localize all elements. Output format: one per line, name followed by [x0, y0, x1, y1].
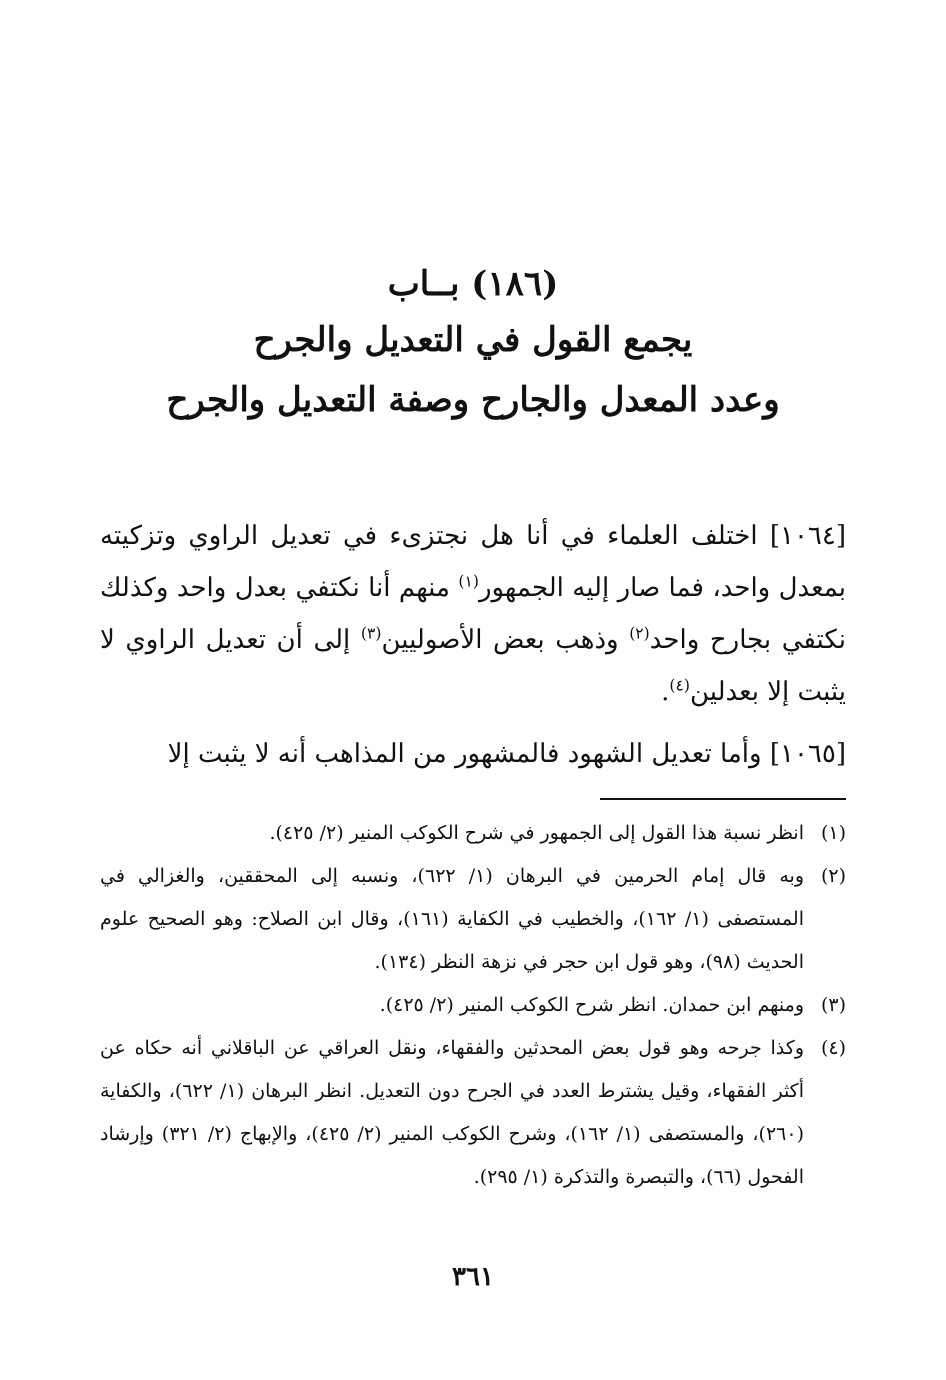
- footnote-number: (٤): [820, 1037, 846, 1059]
- footnote-ref-4: (٤): [669, 676, 690, 695]
- footnote-1: [100, 812, 846, 855]
- paragraph-text: .: [661, 677, 670, 707]
- paragraph-text: إلى أن تعديل الراوي لا يثبت إلا بعدلين: [100, 625, 846, 707]
- paragraph-1065: [١٠٦٥] وأما تعديل الشهود فالمشهور من المذاهب أنه لا يثبت إلا: [167, 739, 846, 769]
- footnote-2: [100, 855, 846, 984]
- footnote-text: ومنهم ابن حمدان. انظر شرح الكوكب المنير (٢/ ٤٢٥).: [379, 994, 804, 1016]
- main-text: [100, 510, 846, 790]
- chapter-title-line-1: يجمع القول في التعديل والجرح: [253, 320, 693, 360]
- page-number: ٣٦١: [452, 1262, 494, 1292]
- paragraph-text: [١٠٦٤] اختلف العلماء في أنا هل نجتزىء في تعديل الراوي وتزكيته بمعدل واحد، فما صار إليه الجمهور: [100, 521, 846, 603]
- footnote-number: (٢): [820, 865, 846, 887]
- footnote-3: [100, 984, 846, 1027]
- chapter-heading: [100, 258, 846, 430]
- footnotes: [100, 812, 846, 1199]
- footnote-number: (٣): [820, 994, 846, 1016]
- chapter-title-line-2: وعدد المعدل والجارح وصفة التعديل والجرح: [166, 380, 780, 420]
- footnote-text: وبه قال إمام الحرمين في البرهان (١/ ٦٢٢)، ونسبه إلى المحققين، والغزالي في المستصفى (١/ ١٦٢)، والخطيب في الكفاية (١٦١)، وقال ابن الصلاح: وهو الصحيح علوم الحديث (٩٨)، وهو قول ابن حجر في نزهة النظر (١٣٤).: [100, 865, 804, 973]
- footnote-number: (١): [820, 822, 846, 844]
- footnote-4: [100, 1027, 846, 1199]
- footnote-text: وكذا جرحه وهو قول بعض المحدثين والفقهاء، ونقل العراقي عن الباقلاني أنه حكاه عن أكثر الفقهاء، وقيل يشترط العدد في الجرح دون التعديل. انظر البرهان (١/ ٦٢٢)، والكفاية (٢٦٠)، والمستصفى (١/ ١٦٢)، وشرح الكوكب المنير (٢/ ٤٢٥)، والإبهاج (٢/ ٣٢١) وإرشاد الفحول (٦٦)، والتبصرة والتذكرة (١/ ٢٩٥).: [100, 1037, 805, 1188]
- paragraph-text: منهم أنا نكتفي بعدل واحد وكذلك نكتفي بجارح واحد: [100, 573, 846, 655]
- paragraph-text: وذهب بعض الأصوليين: [381, 625, 630, 655]
- footnote-separator: [600, 798, 846, 800]
- paragraph-1064: [100, 510, 846, 718]
- footnote-ref-2: (٢): [629, 624, 650, 643]
- footnote-text: انظر نسبة هذا القول إلى الجمهور في شرح الكوكب المنير (٢/ ٤٢٥).: [269, 822, 804, 844]
- footnote-ref-1: (١): [458, 572, 479, 591]
- footnote-ref-3: (٣): [360, 624, 382, 643]
- chapter-number: (١٨٦) بــاب: [387, 264, 559, 304]
